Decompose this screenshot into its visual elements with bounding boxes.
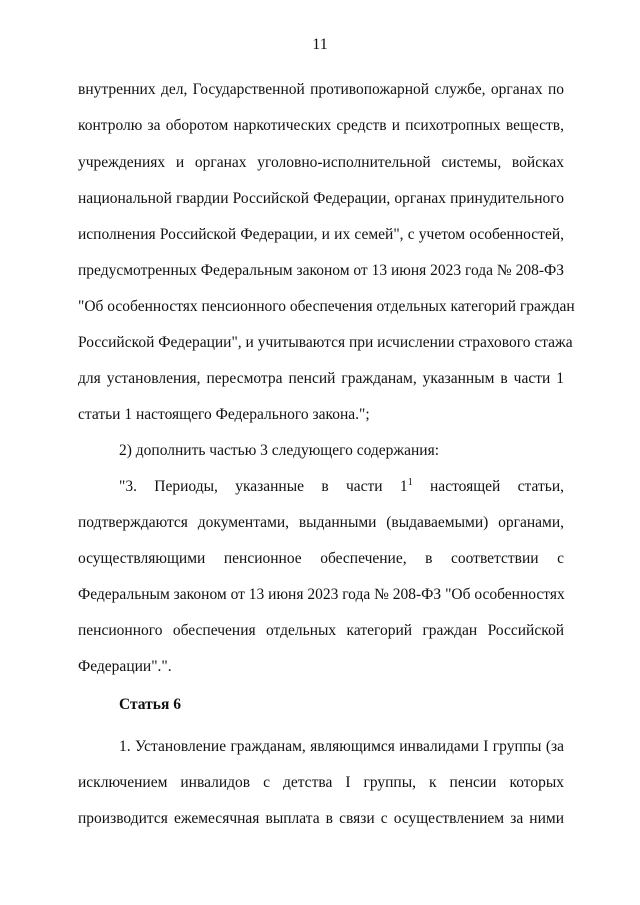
text-line: 2) дополнить частью 3 следующего содержания: bbox=[119, 442, 440, 459]
text-line: Российской Федерации", и учитываются при исчислении страхового стажа bbox=[78, 334, 573, 351]
text-line: статьи 1 настоящего Федерального закона."; bbox=[78, 406, 370, 423]
text-line: осуществляющими пенсионное обеспечение, в соответствии с bbox=[78, 550, 564, 567]
text-line: Федерации".". bbox=[78, 658, 172, 675]
text-line: учреждениях и органах уголовно-исполнительной системы, войсках bbox=[78, 154, 564, 171]
quote-end: настоящей статьи, bbox=[430, 478, 564, 495]
text-line: контролю за оборотом наркотических средств и психотропных веществ, bbox=[78, 117, 564, 134]
text-line: "Об особенностях пенсионного обеспечения отдельных категорий граждан bbox=[78, 298, 575, 315]
text-line: 1. Установление гражданам, являющимся инвалидами I группы (за bbox=[119, 738, 564, 755]
page-number: 11 bbox=[312, 36, 328, 53]
text-line: для установления, пересмотра пенсий гражданам, указанным в части 1 bbox=[78, 370, 564, 387]
superscript: 1 bbox=[407, 477, 413, 488]
article-heading: Статья 6 bbox=[119, 696, 181, 713]
text-line: исключением инвалидов с детства I группы, к пенсии которых bbox=[78, 774, 564, 791]
text-line: пенсионного обеспечения отдельных категорий граждан Российской bbox=[78, 622, 564, 639]
text-line: исполнения Российской Федерации, и их семей", с учетом особенностей, bbox=[78, 226, 564, 243]
quote-line bbox=[119, 477, 564, 497]
text-line: производится ежемесячная выплата в связи с осуществлением за ними bbox=[78, 810, 564, 827]
text-line: подтверждаются документами, выданными (выдаваемыми) органами, bbox=[78, 514, 564, 531]
text-line: внутренних дел, Государственной противопожарной службе, органах по bbox=[78, 81, 564, 98]
text-line: национальной гвардии Российской Федерации, органах принудительного bbox=[78, 190, 564, 207]
quote-start: "3. Периоды, указанные в части 1 bbox=[119, 478, 408, 495]
text-line: предусмотренных Федеральным законом от 13 июня 2023 года № 208-ФЗ bbox=[78, 262, 565, 279]
text-line: Федеральным законом от 13 июня 2023 года № 208-ФЗ "Об особенностях bbox=[78, 586, 565, 603]
